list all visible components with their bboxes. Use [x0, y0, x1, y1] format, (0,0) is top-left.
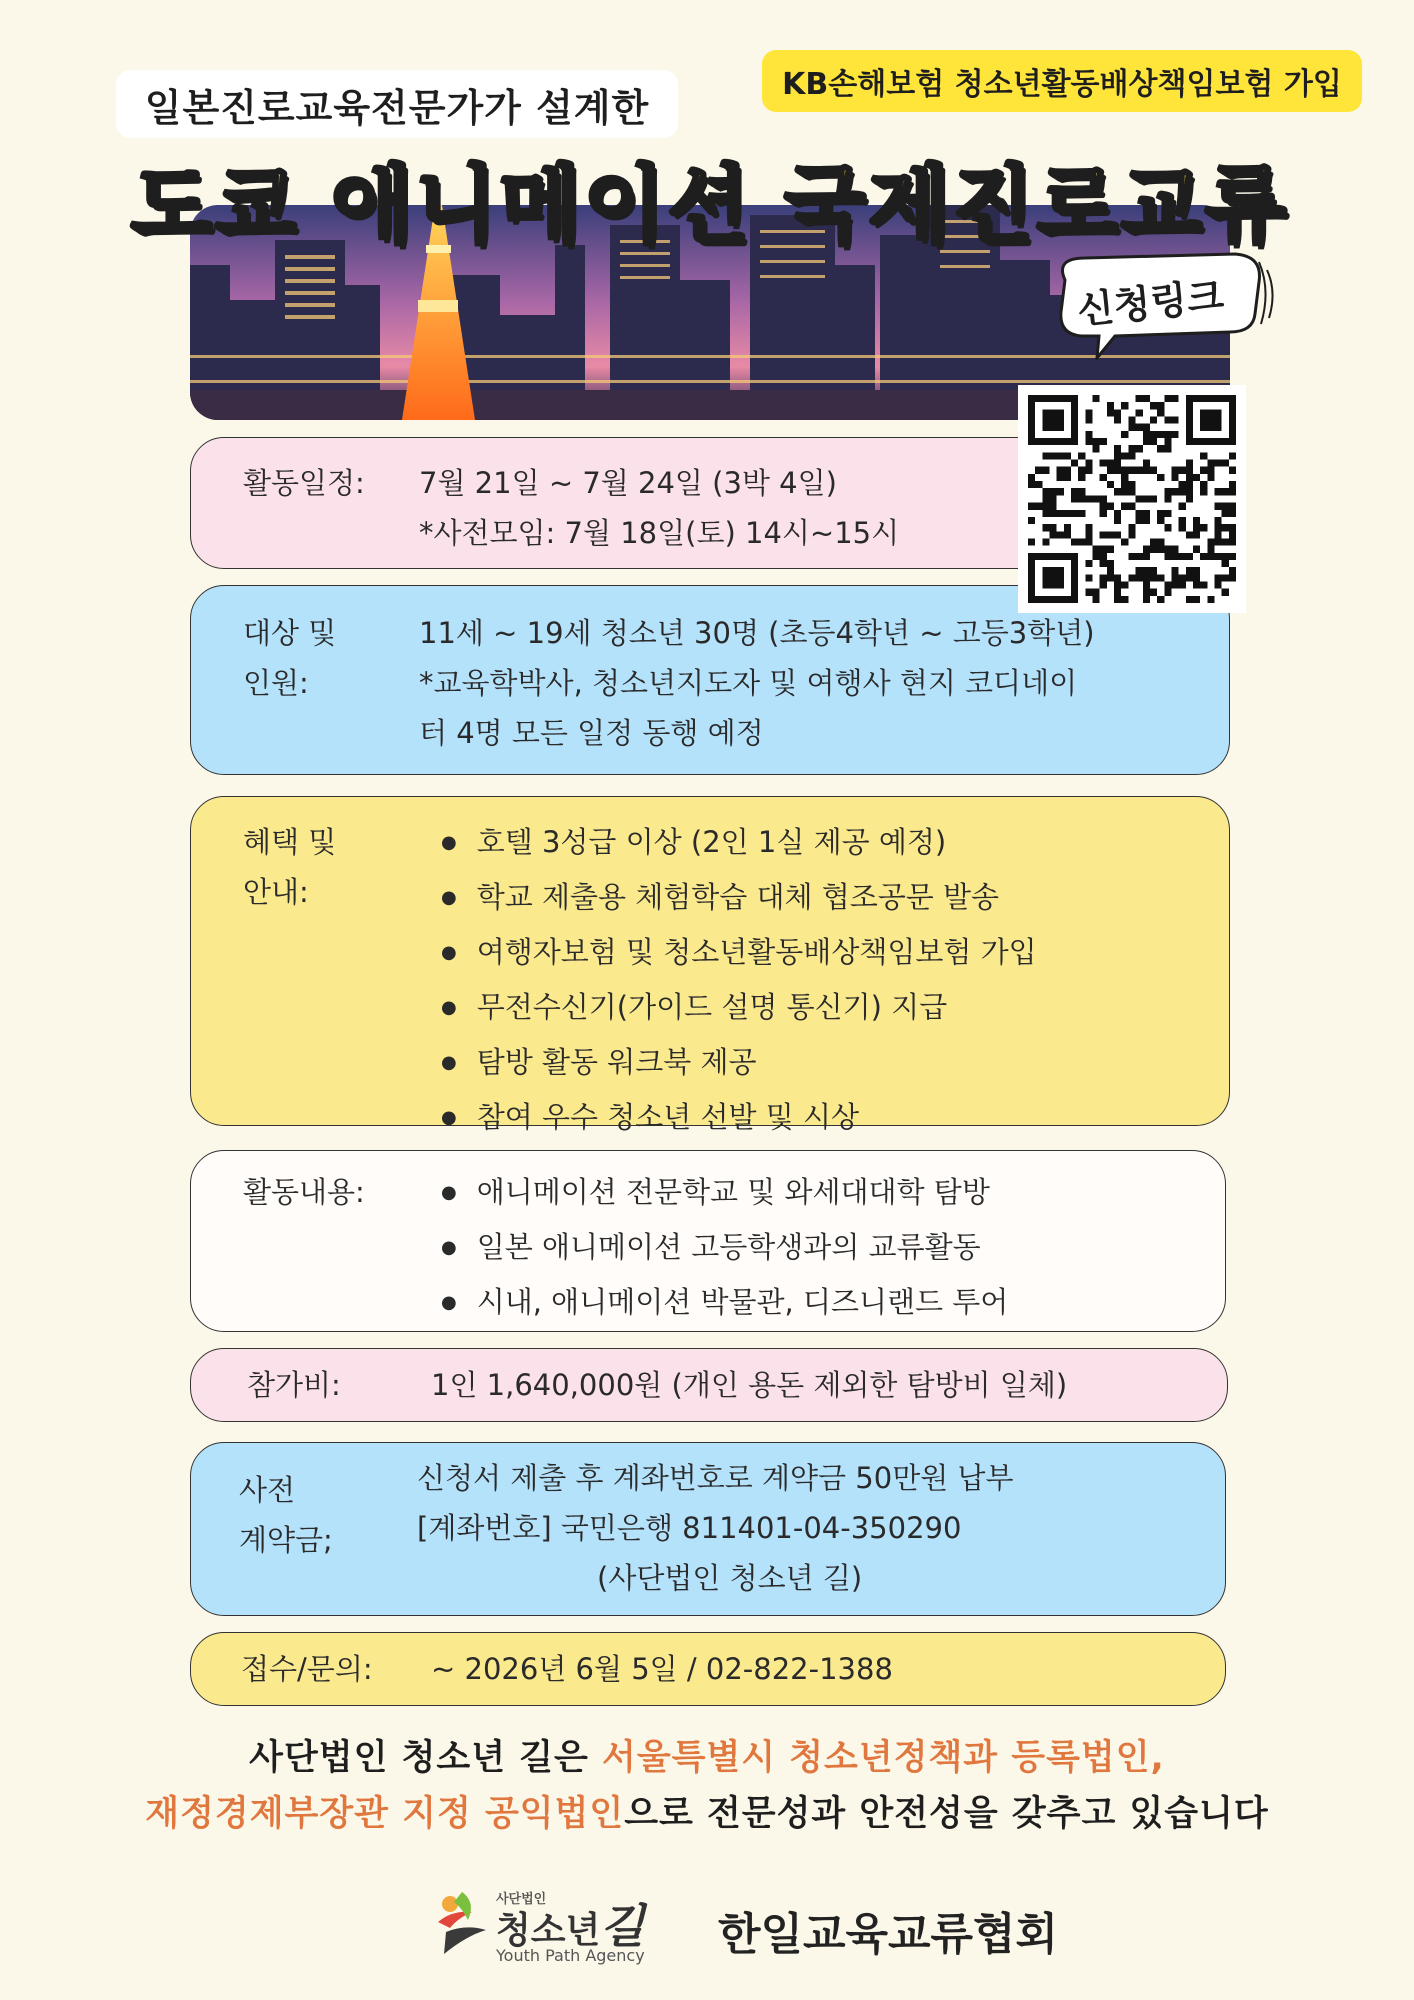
list-item: ● 애니메이션 전문학교 및 와세대대학 탐방: [441, 1167, 1008, 1222]
target-label-line2: 인원:: [243, 666, 309, 700]
benefits-label-line1: 혜택 및: [243, 825, 337, 859]
list-item: ● 참여 우수 청소년 선발 및 시상: [441, 1092, 1037, 1147]
association-name: 한일교육교류협회: [718, 1909, 1059, 1960]
list-item: ● 시내, 애니메이션 박물관, 디즈니랜드 투어: [441, 1277, 1008, 1332]
statement-part2: 서울특별시 청소년정책과 등록법인,: [602, 1738, 1165, 1778]
statement-part4: 으로 전문성과 안전성을 갖추고 있습니다: [624, 1794, 1269, 1834]
target-label: [243, 608, 336, 708]
fee-box: [190, 1348, 1228, 1422]
logo-small-text: 사단법인: [496, 1892, 547, 1907]
logo-name: 청소년: [496, 1910, 601, 1951]
activities-box: [190, 1150, 1226, 1332]
benefits-box: [190, 796, 1230, 1134]
fee-label: 참가비:: [247, 1368, 341, 1402]
statement-part1: 사단법인 청소년 길은: [249, 1738, 603, 1778]
deposit-label: [239, 1465, 333, 1565]
deposit-label-line1: 사전: [239, 1473, 296, 1507]
qr-code[interactable]: [1018, 385, 1246, 613]
activities-label: 활동내용:: [243, 1175, 365, 1209]
deposit-instruction: 신청서 제출 후 계좌번호로 계약금 50만원 납부: [417, 1461, 1014, 1495]
logo-english-name: Youth Path Agency: [496, 1946, 645, 1965]
target-box: [190, 585, 1230, 775]
target-staff-note-cont: 터 4명 모든 일정 동행 예정: [419, 716, 764, 750]
benefits-list: [441, 817, 1037, 1147]
target-staff-note: *교육학박사, 청소년지도자 및 여행사 현지 코디네이: [419, 666, 1078, 700]
insurance-badge: KB손해보험 청소년활동배상책임보험 가입: [762, 50, 1362, 112]
deposit-label-line2: 계약금;: [239, 1523, 333, 1557]
deposit-account: [계좌번호] 국민은행 811401-04-350290: [417, 1511, 962, 1545]
statement-line2: [0, 1786, 1414, 1836]
logo-script: 길: [600, 1899, 645, 1953]
youth-path-logo-icon: [432, 1888, 494, 1958]
list-item: ● 학교 제출용 체험학습 대체 협조공문 발송: [441, 872, 1037, 927]
target-age-count: 11세 ~ 19세 청소년 30명 (초등4학년 ~ 고등3학년): [419, 616, 1095, 650]
deposit-content: [417, 1453, 1177, 1603]
activities-list: [441, 1167, 1008, 1332]
main-title: 도쿄 애니메이션 국제진로교류: [130, 156, 1290, 254]
list-item: ● 탐방 활동 워크북 제공: [441, 1037, 1037, 1092]
schedule-premeeting: *사전모임: 7월 18일(토) 14시~15시: [419, 516, 900, 550]
target-content: [419, 608, 1095, 758]
contact-box: [190, 1632, 1226, 1706]
statement-part3: 재정경제부장관 지정 공익법인: [145, 1794, 625, 1834]
schedule-label: 활동일정:: [243, 466, 365, 500]
list-item: ● 무전수신기(가이드 설명 통신기) 지급: [441, 982, 1037, 1037]
deposit-account-holder: (사단법인 청소년 길): [597, 1561, 863, 1595]
link-bubble-label[interactable]: 신청링크: [1075, 273, 1226, 333]
subtitle-pill: 일본진로교육전문가가 설계한: [116, 70, 678, 138]
contact-value: ~ 2026년 6월 5일 / 02-822-1388: [431, 1652, 893, 1686]
fee-value: 1인 1,640,000원 (개인 용돈 제외한 탐방비 일체): [431, 1368, 1068, 1402]
contact-label: 접수/문의:: [241, 1652, 373, 1686]
benefits-label: [243, 817, 336, 917]
target-label-line1: 대상 및: [243, 616, 337, 650]
statement-line1: [0, 1730, 1414, 1780]
list-item: ● 일본 애니메이션 고등학생과의 교류활동: [441, 1222, 1008, 1277]
list-item: ● 여행자보험 및 청소년활동배상책임보험 가입: [441, 927, 1037, 982]
schedule-content: [419, 458, 899, 558]
benefits-label-line2: 안내:: [243, 875, 309, 909]
schedule-dates: 7월 21일 ~ 7월 24일 (3박 4일): [419, 466, 837, 500]
deposit-box: [190, 1442, 1226, 1616]
list-item: ● 호텔 3성급 이상 (2인 1실 제공 예정): [441, 817, 1037, 872]
